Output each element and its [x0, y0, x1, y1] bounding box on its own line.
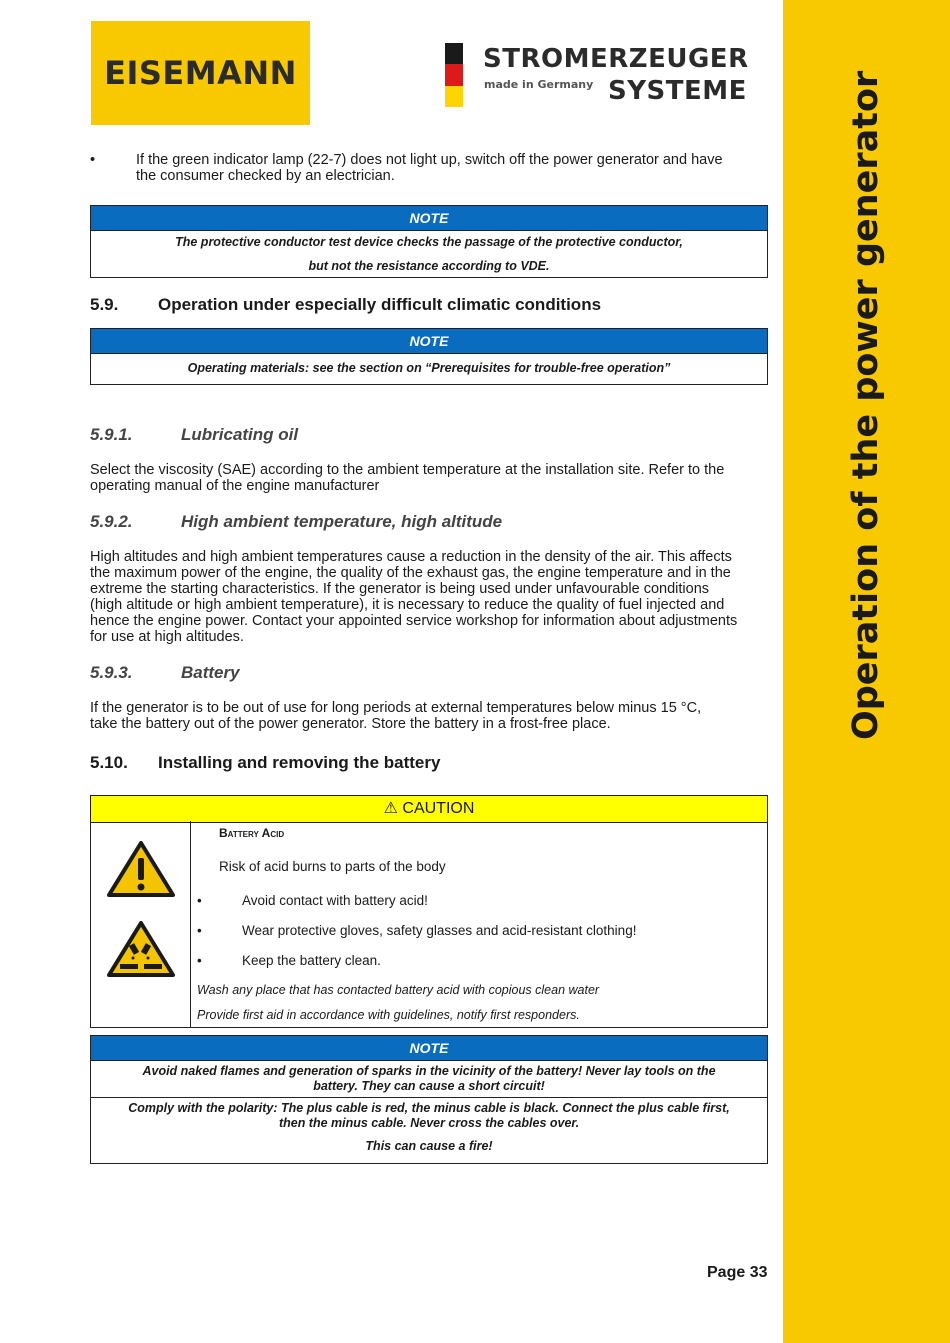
- section-title: Installing and removing the battery: [158, 753, 441, 772]
- subsection-number: 5.9.1.: [90, 425, 133, 444]
- note-line: battery. They can cause a short circuit!: [313, 1079, 545, 1093]
- paragraph-line: If the generator is to be out of use for long periods at external temperatures below minus 15 °C,: [90, 700, 702, 716]
- german-flag-icon: [445, 43, 463, 107]
- chapter-title: Operation of the power generator: [846, 70, 886, 740]
- bullet-marker: •: [197, 923, 202, 938]
- paragraph-line: take the battery out of the power generator. Store the battery in a frost-free place.: [90, 716, 611, 732]
- caution-note: Wash any place that has contacted battery acid with copious clean water: [197, 983, 600, 997]
- note-box-protective-conductor: [90, 205, 768, 278]
- bullet-marker: •: [197, 953, 202, 968]
- note-line: The protective conductor test device checks the passage of the protective conductor,: [175, 235, 683, 249]
- subsection-title: High ambient temperature, high altitude: [181, 512, 503, 531]
- note-line: Avoid naked flames and generation of sparks in the vicinity of the battery! Never lay tools on the: [142, 1064, 716, 1078]
- logo-text: EISEMANN: [104, 54, 297, 92]
- caution-subject: Battery Acid: [219, 826, 285, 840]
- caution-heading: ⚠ CAUTION: [91, 796, 767, 823]
- corrosive-warning-icon: [106, 920, 176, 978]
- brand-line1: STROMERZEUGER: [483, 44, 749, 74]
- note-line: Comply with the polarity: The plus cable is red, the minus cable is black. Connect the plus cable first,: [128, 1101, 730, 1115]
- note-box-battery: [90, 1035, 768, 1164]
- note-box-operating-materials: [90, 328, 768, 385]
- subsection-title: Lubricating oil: [181, 425, 299, 444]
- note-line: then the minus cable. Never cross the cables over.: [278, 1116, 580, 1130]
- paragraph-line: (high altitude or high ambient temperature), it is necessary to reduce the quality of fuel injected and: [90, 597, 725, 613]
- note-line: Operating materials: see the section on “Prerequisites for trouble-free operation”: [187, 361, 671, 375]
- eisemann-logo: [91, 21, 310, 125]
- note-heading: NOTE: [91, 206, 767, 231]
- note-row-divider: [91, 1097, 767, 1098]
- paragraph-line: extreme the starting characteristics. If the generator is being used under unfavourable conditions: [90, 581, 710, 597]
- brand-line2: SYSTEME: [608, 76, 747, 106]
- caution-bullet: Keep the battery clean.: [242, 953, 381, 968]
- section-number: 5.10.: [90, 753, 128, 772]
- subsection-number: 5.9.2.: [90, 512, 133, 531]
- paragraph-line: hence the engine power. Contact your appointed service workshop for information about adjustments: [90, 613, 738, 629]
- caution-divider: [190, 821, 191, 1027]
- paragraph-line: for use at high altitudes.: [90, 629, 244, 645]
- note-heading: NOTE: [91, 1036, 767, 1061]
- note-heading: NOTE: [91, 329, 767, 354]
- caution-bullet: Wear protective gloves, safety glasses and acid-resistant clothing!: [242, 923, 637, 938]
- note-line: This can cause a fire!: [365, 1139, 493, 1153]
- intro-line2: the consumer checked by an electrician.: [136, 168, 395, 184]
- subsection-number: 5.9.3.: [90, 663, 133, 682]
- bullet-marker: •: [90, 152, 96, 168]
- bullet-marker: •: [197, 893, 202, 908]
- subsection-title: Battery: [181, 663, 240, 682]
- made-in-germany: made in Germany: [484, 78, 594, 91]
- intro-line1: If the green indicator lamp (22-7) does not light up, switch off the power generator and have: [136, 152, 723, 168]
- section-number: 5.9.: [90, 295, 119, 314]
- caution-note: Provide first aid in accordance with guidelines, notify first responders.: [197, 1008, 580, 1022]
- note-line: but not the resistance according to VDE.: [308, 259, 550, 273]
- paragraph-line: operating manual of the engine manufacturer: [90, 478, 380, 494]
- section-title: Operation under especially difficult climatic conditions: [158, 295, 602, 314]
- paragraph-line: High altitudes and high ambient temperatures cause a reduction in the density of the air. This affects: [90, 549, 732, 565]
- general-warning-icon: [106, 840, 176, 898]
- caution-risk: Risk of acid burns to parts of the body: [219, 859, 446, 874]
- page-number: Page 33: [707, 1264, 768, 1281]
- paragraph-line: Select the viscosity (SAE) according to the ambient temperature at the installation site. Refer to the: [90, 462, 725, 478]
- caution-bullet: Avoid contact with battery acid!: [242, 893, 428, 908]
- paragraph-line: the maximum power of the engine, the quality of the exhaust gas, the engine temperature and in the: [90, 565, 731, 581]
